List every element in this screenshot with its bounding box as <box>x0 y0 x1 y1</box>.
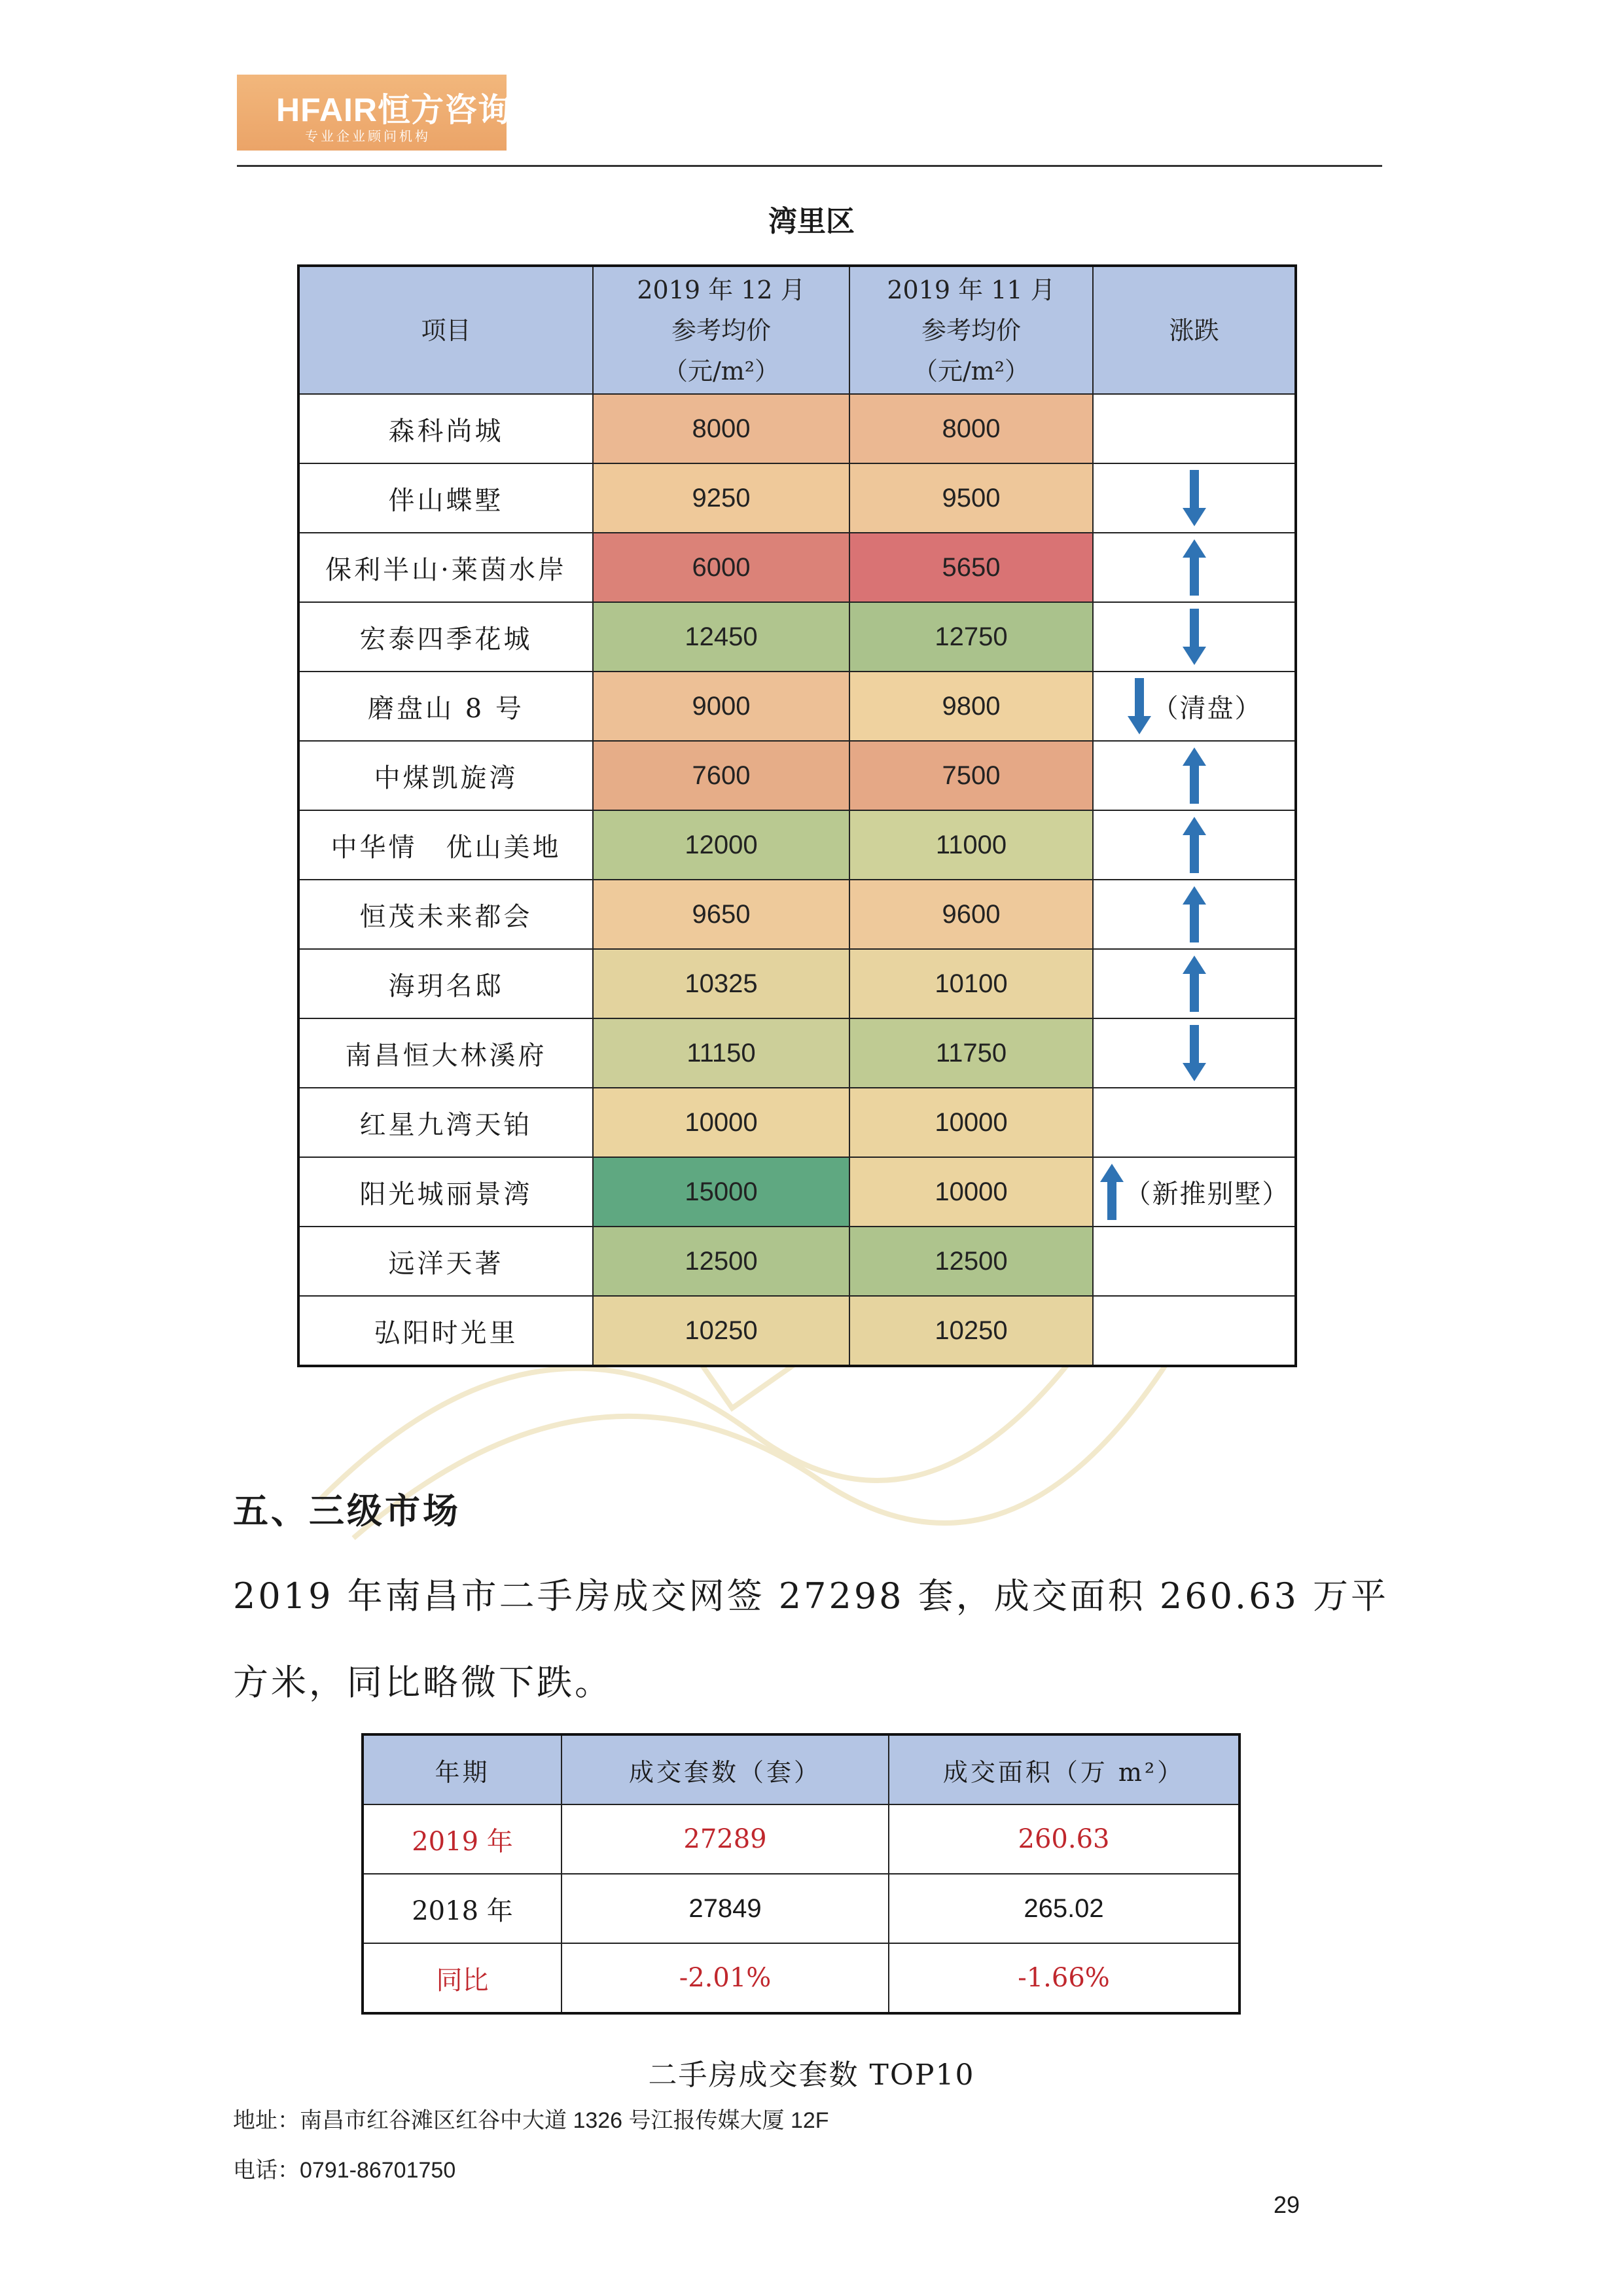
footer-address: 地址：南昌市红谷滩区红谷中大道 1326 号江报传媒大厦 12F <box>233 2108 829 2133</box>
header-nov-line1: 2019 年 11 月 <box>887 275 1056 304</box>
trend-note: （清盘） <box>1152 693 1262 724</box>
header-trend: 涨跌 <box>1093 266 1296 394</box>
dec-price: 9250 <box>593 463 849 533</box>
table-row <box>298 602 1296 672</box>
area-cell: 265.02 <box>889 1874 1240 1943</box>
arrow-down-icon <box>1181 1024 1207 1083</box>
arrow-down-icon <box>1126 677 1152 736</box>
arrow-down-icon <box>1181 469 1207 528</box>
project-name: 保利半山·莱茵水岸 <box>298 533 593 602</box>
nov-price: 11000 <box>849 810 1093 880</box>
header-item: 项目 <box>298 266 593 394</box>
header-nov-line2: 参考均价 <box>921 315 1021 345</box>
trend-cell <box>1093 949 1296 1018</box>
project-name: 伴山蝶墅 <box>298 463 593 533</box>
header-dec-price <box>593 266 849 394</box>
page-number: 29 <box>1274 2191 1300 2218</box>
table-row <box>298 672 1296 741</box>
dec-price: 15000 <box>593 1157 849 1227</box>
arrow-up-icon <box>1181 954 1207 1013</box>
dec-price: 8000 <box>593 394 849 463</box>
nov-price: 11750 <box>849 1018 1093 1088</box>
trend-cell <box>1093 463 1296 533</box>
trend-cell <box>1093 1227 1296 1296</box>
header-dec-line1: 2019 年 12 月 <box>637 275 806 304</box>
project-name: 弘阳时光里 <box>298 1296 593 1366</box>
trend-cell <box>1093 741 1296 810</box>
project-name: 中华情 优山美地 <box>298 810 593 880</box>
nov-price: 10000 <box>849 1157 1093 1227</box>
footer-phone: 电话：0791-86701750 <box>233 2158 456 2183</box>
dec-price: 6000 <box>593 533 849 602</box>
trend-cell <box>1093 533 1296 602</box>
nov-price: 10000 <box>849 1088 1093 1157</box>
section-heading: 五、三级市场 <box>233 1490 461 1532</box>
trend-cell <box>1093 672 1296 741</box>
logo-text: HFAIR恒方咨询 <box>276 92 511 128</box>
trend-cell <box>1093 880 1296 949</box>
dec-price: 10325 <box>593 949 849 1018</box>
area-cell: 260.63 <box>889 1804 1240 1874</box>
header-period: 年期 <box>363 1734 562 1804</box>
table-row <box>298 949 1296 1018</box>
nov-price: 12750 <box>849 602 1093 672</box>
table-row <box>363 1943 1240 2013</box>
project-name: 远洋天著 <box>298 1227 593 1296</box>
arrow-up-icon <box>1181 746 1207 805</box>
trend-cell <box>1093 1018 1296 1088</box>
paragraph-line-2: 方米，同比略微下跌。 <box>233 1662 613 1703</box>
nov-price: 8000 <box>849 394 1093 463</box>
period-cell: 2019 年 <box>363 1804 562 1874</box>
arrow-up-icon <box>1181 816 1207 874</box>
count-cell: -2.01% <box>562 1943 889 2013</box>
period-cell: 同比 <box>363 1943 562 2013</box>
nov-price: 12500 <box>849 1227 1093 1296</box>
table-row <box>298 880 1296 949</box>
project-name: 中煤凯旋湾 <box>298 741 593 810</box>
dec-price: 10000 <box>593 1088 849 1157</box>
header-nov-line3: （元/m²） <box>912 356 1030 386</box>
project-name: 红星九湾天铂 <box>298 1088 593 1157</box>
header-dec-line2: 参考均价 <box>671 315 771 345</box>
count-cell: 27849 <box>562 1874 889 1943</box>
table-row <box>298 394 1296 463</box>
wanli-price-table <box>297 264 1297 1367</box>
header-nov-price <box>849 266 1093 394</box>
dec-price: 12500 <box>593 1227 849 1296</box>
trend-cell <box>1093 1157 1296 1227</box>
trend-cell <box>1093 394 1296 463</box>
table-row <box>298 1018 1296 1088</box>
project-name: 磨盘山 8 号 <box>298 672 593 741</box>
table-row <box>363 1874 1240 1943</box>
arrow-up-icon <box>1181 538 1207 597</box>
period-cell: 2018 年 <box>363 1874 562 1943</box>
table-row <box>298 463 1296 533</box>
header-count: 成交套数（套） <box>562 1734 889 1804</box>
dec-price: 9000 <box>593 672 849 741</box>
table-row <box>298 533 1296 602</box>
nov-price: 7500 <box>849 741 1093 810</box>
logo-subtitle: 专业企业顾问机构 <box>305 128 431 144</box>
area-cell: -1.66% <box>889 1943 1240 2013</box>
company-logo <box>237 75 511 151</box>
nov-price: 10100 <box>849 949 1093 1018</box>
dec-price: 12000 <box>593 810 849 880</box>
header-dec-line3: （元/m²） <box>662 356 780 386</box>
table-row <box>298 741 1296 810</box>
project-name: 海玥名邸 <box>298 949 593 1018</box>
project-name: 森科尚城 <box>298 394 593 463</box>
dec-price: 11150 <box>593 1018 849 1088</box>
secondhand-summary-table <box>361 1733 1241 2015</box>
nov-price: 9800 <box>849 672 1093 741</box>
trend-cell <box>1093 810 1296 880</box>
table-row <box>298 1157 1296 1227</box>
arrow-up-icon <box>1181 885 1207 944</box>
trend-cell <box>1093 602 1296 672</box>
table-row <box>298 1227 1296 1296</box>
nov-price: 9500 <box>849 463 1093 533</box>
dec-price: 9650 <box>593 880 849 949</box>
table-row <box>298 1296 1296 1366</box>
header-area: 成交面积（万 m²） <box>889 1734 1240 1804</box>
chart-caption: 二手房成交套数 TOP10 <box>648 2058 975 2092</box>
nov-price: 5650 <box>849 533 1093 602</box>
project-name: 恒茂未来都会 <box>298 880 593 949</box>
project-name: 南昌恒大林溪府 <box>298 1018 593 1088</box>
project-name: 阳光城丽景湾 <box>298 1157 593 1227</box>
dec-price: 7600 <box>593 741 849 810</box>
table-row <box>363 1804 1240 1874</box>
arrow-down-icon <box>1181 607 1207 666</box>
table-title-wanli: 湾里区 <box>768 205 855 238</box>
nov-price: 9600 <box>849 880 1093 949</box>
trend-cell <box>1093 1296 1296 1366</box>
table-row <box>298 1088 1296 1157</box>
table-row <box>298 810 1296 880</box>
header-divider <box>237 165 1382 167</box>
trend-note: （新推别墅） <box>1124 1179 1290 1210</box>
trend-cell <box>1093 1088 1296 1157</box>
arrow-up-icon <box>1099 1162 1125 1221</box>
dec-price: 10250 <box>593 1296 849 1366</box>
count-cell: 27289 <box>562 1804 889 1874</box>
nov-price: 10250 <box>849 1296 1093 1366</box>
dec-price: 12450 <box>593 602 849 672</box>
project-name: 宏泰四季花城 <box>298 602 593 672</box>
paragraph-line-1: 2019 年南昌市二手房成交网签 27298 套，成交面积 260.63 万平 <box>233 1575 1389 1617</box>
